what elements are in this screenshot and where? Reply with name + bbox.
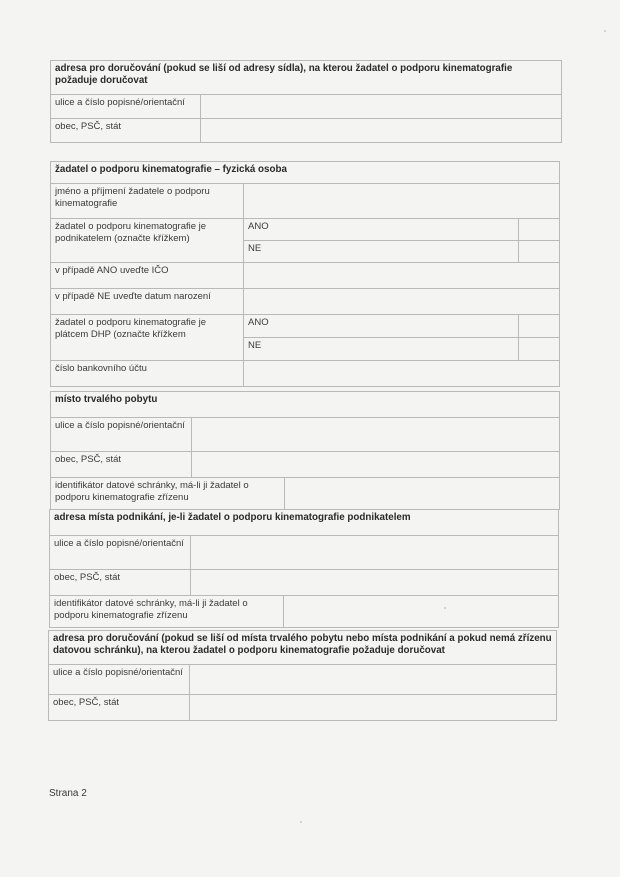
- business-city-label: obec, PSČ, stát: [50, 570, 191, 596]
- city-field[interactable]: [201, 119, 562, 143]
- residence-city-label: obec, PSČ, stát: [51, 452, 192, 478]
- business-databox-field[interactable]: [284, 596, 559, 628]
- residence-heading: místo trvalého pobytu: [51, 392, 560, 418]
- residence-databox-field[interactable]: [285, 478, 560, 510]
- scan-speck: [604, 30, 606, 32]
- birth-date-field[interactable]: [244, 289, 560, 315]
- applicant-name-field[interactable]: [244, 184, 560, 219]
- person-delivery-street-label: ulice a číslo popisné/orientační: [49, 665, 190, 695]
- person-delivery-address-table: [48, 630, 557, 721]
- residence-table: [50, 391, 560, 510]
- street-label: ulice a číslo popisné/orientační: [51, 95, 201, 119]
- entrepreneur-no-label: NE: [244, 241, 519, 263]
- delivery-address-table: [50, 60, 562, 143]
- business-address-table: [49, 509, 559, 628]
- bank-account-label: číslo bankovního účtu: [51, 361, 244, 387]
- business-city-field[interactable]: [191, 570, 559, 596]
- bank-account-field[interactable]: [244, 361, 560, 387]
- vat-payer-label: žadatel o podporu kinematografie je plátcem DHP (označte křížkem: [51, 315, 244, 361]
- vat-yes-label: ANO: [244, 315, 519, 338]
- residence-city-field[interactable]: [192, 452, 560, 478]
- natural-person-heading: žadatel o podporu kinematografie – fyzická osoba: [51, 162, 560, 184]
- delivery-address-heading: adresa pro doručování (pokud se liší od adresy sídla), na kterou žadatel o podporu kinematografie požaduje doručovat: [51, 61, 562, 95]
- person-delivery-city-field[interactable]: [190, 695, 557, 721]
- person-delivery-city-label: obec, PSČ, stát: [49, 695, 190, 721]
- business-street-field[interactable]: [191, 536, 559, 570]
- business-street-label: ulice a číslo popisné/orientační: [50, 536, 191, 570]
- scan-speck: [300, 821, 302, 823]
- residence-databox-label: identifikátor datové schránky, má-li ji žadatel o podporu kinematografie zřízenu: [51, 478, 285, 510]
- entrepreneur-label: žadatel o podporu kinematografie je podnikatelem (označte křížkem): [51, 219, 244, 263]
- city-label: obec, PSČ, stát: [51, 119, 201, 143]
- entrepreneur-yes-label: ANO: [244, 219, 519, 241]
- person-delivery-address-heading: adresa pro doručování (pokud se liší od místa trvalého pobytu nebo místa podnikání a pokud nemá zřízenu datovou schránku), na kterou žadatel o podporu kinematografie požaduje doručovat: [49, 631, 557, 665]
- ico-field[interactable]: [244, 263, 560, 289]
- natural-person-table: [50, 161, 560, 387]
- vat-no-checkbox[interactable]: [519, 338, 560, 361]
- person-delivery-street-field[interactable]: [190, 665, 557, 695]
- birth-date-label: v případě NE uveďte datum narození: [51, 289, 244, 315]
- page-number: Strana 2: [49, 788, 87, 799]
- business-databox-label: identifikátor datové schránky, má-li ji žadatel o podporu kinematografie zřízenu: [50, 596, 284, 628]
- entrepreneur-no-checkbox[interactable]: [519, 241, 560, 263]
- entrepreneur-yes-checkbox[interactable]: [519, 219, 560, 241]
- street-field[interactable]: [201, 95, 562, 119]
- applicant-name-label: jméno a příjmení žadatele o podporu kinematografie: [51, 184, 244, 219]
- business-address-heading: adresa místa podnikání, je-li žadatel o podporu kinematografie podnikatelem: [50, 510, 559, 536]
- vat-no-label: NE: [244, 338, 519, 361]
- ico-label: v případě ANO uveďte IČO: [51, 263, 244, 289]
- residence-street-field[interactable]: [192, 418, 560, 452]
- residence-street-label: ulice a číslo popisné/orientační: [51, 418, 192, 452]
- scan-speck: [444, 607, 446, 609]
- vat-yes-checkbox[interactable]: [519, 315, 560, 338]
